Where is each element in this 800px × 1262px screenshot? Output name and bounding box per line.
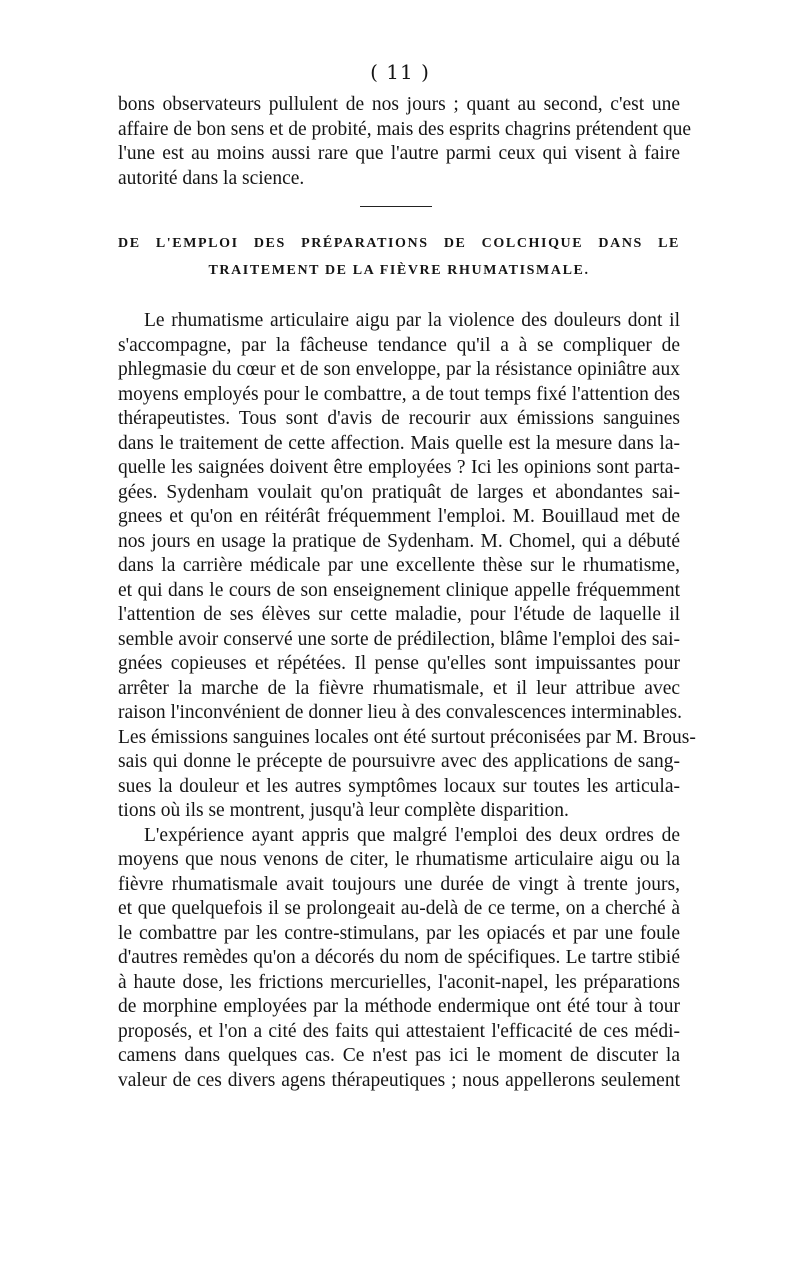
text-line: de morphine employées par la méthode endermique ont été tour à tour (118, 996, 680, 1017)
heading-text: TRAITEMENT DE LA FIÈVRE RHUMATISMALE. (208, 263, 590, 278)
text-line: dans le traitement de cette affection. Mais quelle est la mesure dans la- (118, 432, 680, 454)
text-line: sues la douleur et les autres symptômes locaux sur toutes les articula- (118, 775, 680, 797)
text-line: valeur de ces divers agens thérapeutiques ; nous appellerons seulement (118, 1069, 680, 1091)
section-heading-line-2 (118, 259, 680, 283)
text-line: proposés, et l'on a cité des faits qui attestaient l'efficacité de ces médi- (118, 1020, 680, 1042)
text-line: à haute dose, les frictions mercurielles, l'aconit-napel, les préparations (118, 971, 680, 993)
text-line: nos jours en usage la pratique de Sydenham. M. Chomel, qui a débuté (118, 530, 680, 552)
text-line: et que quelquefois il se prolongeait au-delà de ce terme, on a cherché à (118, 898, 680, 919)
text-line: tions où ils se montrent, jusqu'à leur complète disparition. (118, 800, 569, 821)
text-line: autorité dans la science. (118, 167, 305, 189)
text-line: thérapeutistes. Tous sont d'avis de recourir aux émissions sanguines (118, 408, 680, 429)
text-line: moyens que nous venons de citer, le rhumatisme articulaire aigu ou la (118, 849, 680, 870)
section-separator (360, 206, 432, 207)
text-line: phlegmasie du cœur et de son enveloppe, par la résistance opiniâtre aux (118, 359, 680, 380)
text-line: camens dans quelques cas. Ce n'est pas ici le moment de discuter la (118, 1045, 680, 1066)
text-line: quelle les saignées doivent être employées ? Ici les opinions sont parta- (118, 457, 680, 478)
text-line: et qui dans le cours de son enseignement clinique appelle fréquemment (118, 579, 680, 601)
text-line: sais qui donne le précepte de poursuivre avec des applications de sang- (118, 751, 680, 772)
page-number: ( 11 ) (370, 60, 430, 84)
text-line: gnees et qu'on en réitérât fréquemment l'emploi. M. Bouillaud met de (118, 506, 680, 527)
intro-paragraph (118, 93, 692, 191)
text-line: d'autres remèdes qu'on a décorés du nom de spécifiques. Le tartre stibié (118, 947, 680, 968)
text-line: gées. Sydenham voulait qu'on pratiquât de larges et abondantes sai- (118, 481, 680, 503)
text-line: L'expérience ayant appris que malgré l'emploi des deux ordres de (144, 824, 680, 846)
text-line: gnées copieuses et répétées. Il pense qu'elles sont impuissantes pour (118, 653, 680, 674)
text-line: arrêter la marche de la fièvre rhumatismale, et il leur attribue avec (118, 677, 680, 699)
text-line: raison l'inconvénient de donner lieu à des convalescences interminables. (118, 702, 682, 723)
heading-text: DE L'EMPLOI DES PRÉPARATIONS DE COLCHIQUE DANS LE (118, 236, 680, 251)
text-line: fièvre rhumatismale avait toujours une durée de vingt à trente jours, (118, 873, 680, 895)
text-line: Les émissions sanguines locales ont été surtout préconisées par M. Brous- (118, 726, 696, 748)
text-line: semble avoir conservé une sorte de prédilection, blâme l'emploi des sai- (118, 628, 680, 650)
text-line: affaire de bon sens et de probité, mais des esprits chagrins prétendent que (118, 118, 692, 140)
section-heading-line-1 (118, 232, 680, 256)
article-body (118, 309, 696, 1093)
text-line: l'une est au moins aussi rare que l'autre parmi ceux qui visent à faire (118, 143, 680, 164)
text-line: s'accompagne, par la fâcheuse tendance qu'il a à se compliquer de (118, 334, 680, 356)
text-line: bons observateurs pullulent de nos jours ; quant au second, c'est une (118, 94, 680, 115)
text-line: moyens employés pour le combattre, a de tout temps fixé l'attention des (118, 383, 680, 405)
text-line: le combattre par les contre-stimulans, par les opiacés et par une foule (118, 922, 680, 944)
text-line: Le rhumatisme articulaire aigu par la violence des douleurs dont il (144, 310, 680, 331)
text-line: dans la carrière médicale par une excellente thèse sur le rhumatisme, (118, 555, 680, 576)
text-line: l'attention de ses élèves sur cette maladie, pour l'étude de laquelle il (118, 604, 680, 625)
